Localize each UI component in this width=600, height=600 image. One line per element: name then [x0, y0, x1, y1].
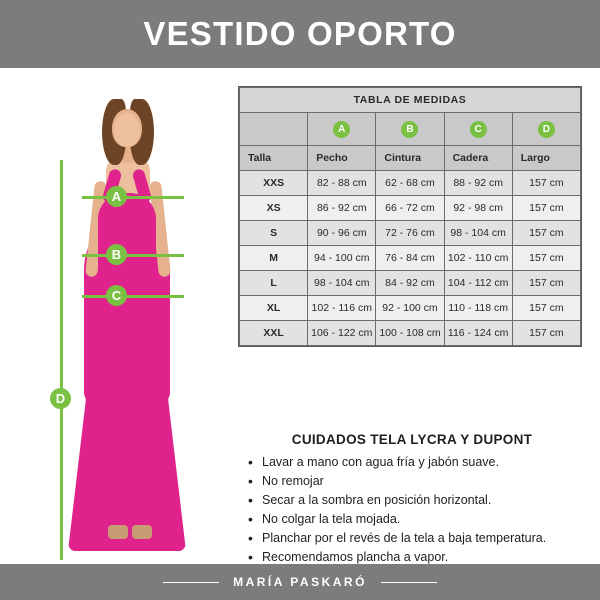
table-row [240, 321, 581, 346]
guide-badge-a: A [106, 186, 127, 207]
header-cintura: Cintura [376, 146, 444, 171]
badge-c-icon: C [470, 121, 487, 138]
cell-largo: 157 cm [512, 221, 580, 246]
model-illustration [62, 73, 192, 553]
model-face [114, 113, 140, 147]
cell-talla: M [240, 246, 308, 271]
table-marker-row [240, 113, 581, 146]
page-header [0, 0, 600, 68]
header-talla: Talla [240, 146, 308, 171]
dress-bodice-shape [98, 193, 156, 283]
marker-cell-empty [240, 113, 308, 146]
cell-talla: S [240, 221, 308, 246]
list-item: • No remojar [248, 472, 586, 491]
cell-cintura: 92 - 100 cm [376, 296, 444, 321]
page-title: VESTIDO OPORTO [143, 15, 457, 52]
table-row [240, 221, 581, 246]
list-item: • Planchar por el revés de la tela a baja temperatura. [248, 529, 586, 548]
cell-cintura: 62 - 68 cm [376, 171, 444, 196]
cell-cintura: 76 - 84 cm [376, 246, 444, 271]
table-row [240, 171, 581, 196]
size-table [239, 87, 581, 346]
cell-largo: 157 cm [512, 296, 580, 321]
cell-cadera: 116 - 124 cm [444, 321, 512, 346]
cell-talla: XL [240, 296, 308, 321]
brand-rule-right [381, 582, 437, 583]
model-left-shoe [108, 525, 128, 539]
cell-pecho: 106 - 122 cm [308, 321, 376, 346]
badge-b-icon: B [401, 121, 418, 138]
table-row [240, 196, 581, 221]
guide-line-bust [82, 196, 184, 199]
page-footer [0, 564, 600, 600]
cell-talla: L [240, 271, 308, 296]
cell-cintura: 72 - 76 cm [376, 221, 444, 246]
care-instructions [238, 432, 586, 567]
model-right-shoe [132, 525, 152, 539]
marker-cell-c [444, 113, 512, 146]
cell-cadera: 88 - 92 cm [444, 171, 512, 196]
cell-cadera: 98 - 104 cm [444, 221, 512, 246]
cell-largo: 157 cm [512, 321, 580, 346]
cell-largo: 157 cm [512, 271, 580, 296]
cell-cintura: 66 - 72 cm [376, 196, 444, 221]
table-row [240, 246, 581, 271]
brand-name [219, 575, 381, 589]
cell-talla: XS [240, 196, 308, 221]
table-row [240, 296, 581, 321]
list-item: • Secar a la sombra en posición horizontal. [248, 491, 586, 510]
cell-pecho: 90 - 96 cm [308, 221, 376, 246]
cell-largo: 157 cm [512, 246, 580, 271]
guide-line-waist [82, 254, 184, 257]
guide-badge-d: D [50, 388, 71, 409]
brand-label: MARÍA PASKARÓ [233, 575, 367, 589]
care-list [238, 453, 586, 567]
cell-pecho: 94 - 100 cm [308, 246, 376, 271]
cell-talla: XXS [240, 171, 308, 196]
model-panel [0, 68, 232, 564]
badge-d-icon: D [538, 121, 555, 138]
header-largo: Largo [512, 146, 580, 171]
cell-cintura: 100 - 108 cm [376, 321, 444, 346]
cell-pecho: 86 - 92 cm [308, 196, 376, 221]
guide-line-hip [82, 295, 184, 298]
header-cadera: Cadera [444, 146, 512, 171]
marker-cell-d [512, 113, 580, 146]
marker-cell-a [308, 113, 376, 146]
cell-cadera: 110 - 118 cm [444, 296, 512, 321]
table-header-row [240, 146, 581, 171]
cell-pecho: 82 - 88 cm [308, 171, 376, 196]
cell-largo: 157 cm [512, 171, 580, 196]
cell-cadera: 92 - 98 cm [444, 196, 512, 221]
cell-pecho: 98 - 104 cm [308, 271, 376, 296]
list-item: • Recomendamos plancha a vapor. [248, 548, 586, 567]
marker-cell-b [376, 113, 444, 146]
header-pecho: Pecho [308, 146, 376, 171]
list-item: • Lavar a mano con agua fría y jabón suave. [248, 453, 586, 472]
size-table-title: TABLA DE MEDIDAS [240, 88, 581, 113]
cell-pecho: 102 - 116 cm [308, 296, 376, 321]
guide-line-length [60, 160, 63, 560]
cell-cadera: 102 - 110 cm [444, 246, 512, 271]
cell-talla: XXL [240, 321, 308, 346]
list-item: • No colgar la tela mojada. [248, 510, 586, 529]
badge-a-icon: A [333, 121, 350, 138]
care-title: CUIDADOS TELA LYCRA Y DUPONT [291, 432, 533, 447]
table-title-row [240, 88, 581, 113]
brand-rule-left [163, 582, 219, 583]
cell-cintura: 84 - 92 cm [376, 271, 444, 296]
guide-badge-b: B [106, 244, 127, 265]
cell-largo: 157 cm [512, 196, 580, 221]
cell-cadera: 104 - 112 cm [444, 271, 512, 296]
guide-badge-c: C [106, 285, 127, 306]
size-table-container [238, 86, 582, 347]
table-row [240, 271, 581, 296]
